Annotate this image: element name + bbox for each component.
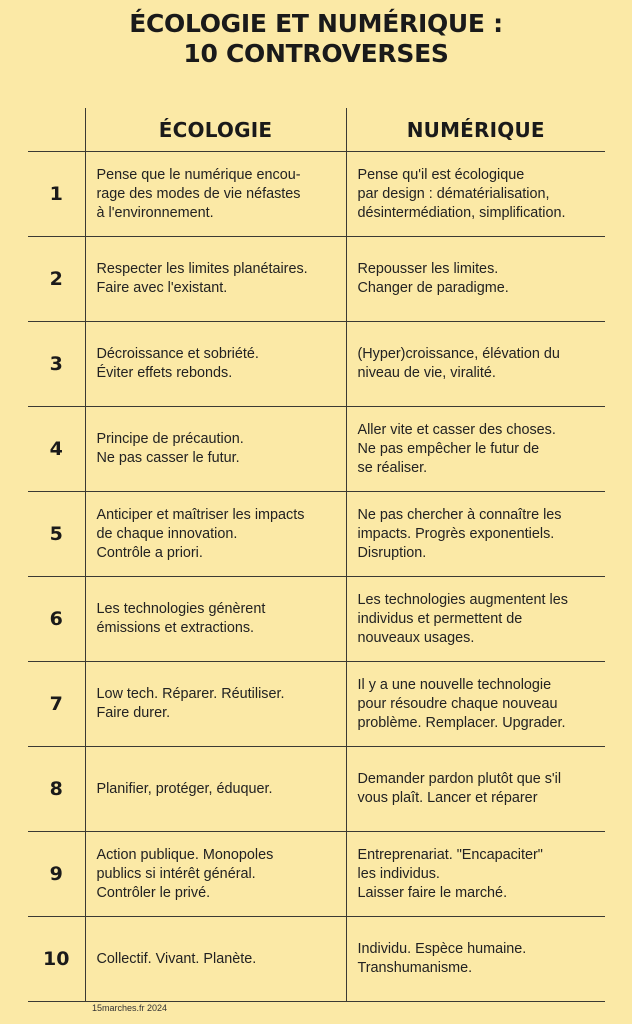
table-row [28,152,605,237]
row-number: 7 [28,662,85,747]
cell-ecologie-text: Respecter les limites planétaires. Faire avec l'existant. [96,261,308,296]
cell-ecologie-text: Planifier, protéger, éduquer. [96,780,273,797]
table-row [28,577,605,662]
page-title [0,9,632,69]
cell-ecologie [85,577,346,662]
header-ecologie: ÉCOLOGIE [85,108,346,152]
row-number: 10 [28,917,85,1002]
cell-ecologie-text: Action publique. Monopoles publics si intérêt général. Contrôler le privé. [96,846,274,901]
cell-ecologie [85,747,346,832]
title-line-2: 10 CONTROVERSES [183,39,449,68]
table-header-row [28,108,605,152]
table-row [28,832,605,917]
row-number: 8 [28,747,85,832]
cell-ecologie [85,152,346,237]
cell-numerique-text: Individu. Espèce humaine. Transhumanisme. [357,941,527,976]
row-number: 3 [28,322,85,407]
cell-numerique-text: Aller vite et casser des choses. Ne pas empêcher le futur de se réaliser. [357,421,556,476]
cell-ecologie-text: Principe de précaution. Ne pas casser le futur. [96,431,244,466]
cell-numerique [346,407,605,492]
table-row [28,492,605,577]
cell-numerique-text: Repousser les limites. Changer de paradigme. [357,261,509,296]
cell-numerique-text: (Hyper)croissance, élévation du niveau de vie, viralité. [357,346,560,381]
row-number: 5 [28,492,85,577]
table-row [28,407,605,492]
table-row [28,917,605,1002]
cell-numerique-text: Ne pas chercher à connaître les impacts. Progrès exponentiels. Disruption. [357,506,562,561]
cell-numerique [346,917,605,1002]
table-row [28,322,605,407]
cell-numerique [346,662,605,747]
cell-ecologie-text: Les technologies génèrent émissions et extractions. [96,601,266,636]
cell-numerique [346,152,605,237]
source-credit: 15marches.fr 2024 [92,1003,168,1013]
cell-ecologie [85,322,346,407]
cell-ecologie [85,917,346,1002]
row-number: 9 [28,832,85,917]
cell-ecologie-text: Décroissance et sobriété. Éviter effets rebonds. [96,346,259,381]
cell-ecologie-text: Low tech. Réparer. Réutiliser. Faire durer. [96,686,285,721]
cell-ecologie [85,492,346,577]
cell-numerique [346,747,605,832]
cell-numerique [346,322,605,407]
cell-numerique [346,237,605,322]
cell-numerique-text: Pense qu'il est écologique par design : dématérialisation, désintermédiation, simplification. [357,166,566,221]
cell-numerique-text: Demander pardon plutôt que s'il vous plaît. Lancer et réparer [357,771,562,806]
row-number: 1 [28,152,85,237]
cell-ecologie [85,832,346,917]
cell-ecologie-text: Pense que le numérique encou- rage des modes de vie néfastes à l'environnement. [96,166,301,221]
cell-ecologie [85,662,346,747]
table-row [28,747,605,832]
cell-numerique [346,492,605,577]
controversies-table [28,108,605,1002]
cell-numerique-text: Les technologies augmentent les individus et permettent de nouveaux usages. [357,591,568,646]
cell-numerique-text: Entreprenariat. "Encapaciter" les individus. Laisser faire le marché. [357,846,543,901]
cell-numerique-text: Il y a une nouvelle technologie pour résoudre chaque nouveau problème. Remplacer. Upgrader. [357,676,566,731]
cell-ecologie-text: Collectif. Vivant. Planète. [96,950,257,967]
header-number [28,108,85,152]
table-row [28,662,605,747]
cell-ecologie-text: Anticiper et maîtriser les impacts de chaque innovation. Contrôle a priori. [96,506,305,561]
table-row [28,237,605,322]
row-number: 6 [28,577,85,662]
row-number: 4 [28,407,85,492]
cell-numerique [346,832,605,917]
title-line-1: ÉCOLOGIE ET NUMÉRIQUE : [129,9,503,38]
table-body [28,152,605,1002]
cell-ecologie [85,237,346,322]
cell-numerique [346,577,605,662]
row-number: 2 [28,237,85,322]
header-numerique: NUMÉRIQUE [346,108,605,152]
cell-ecologie [85,407,346,492]
